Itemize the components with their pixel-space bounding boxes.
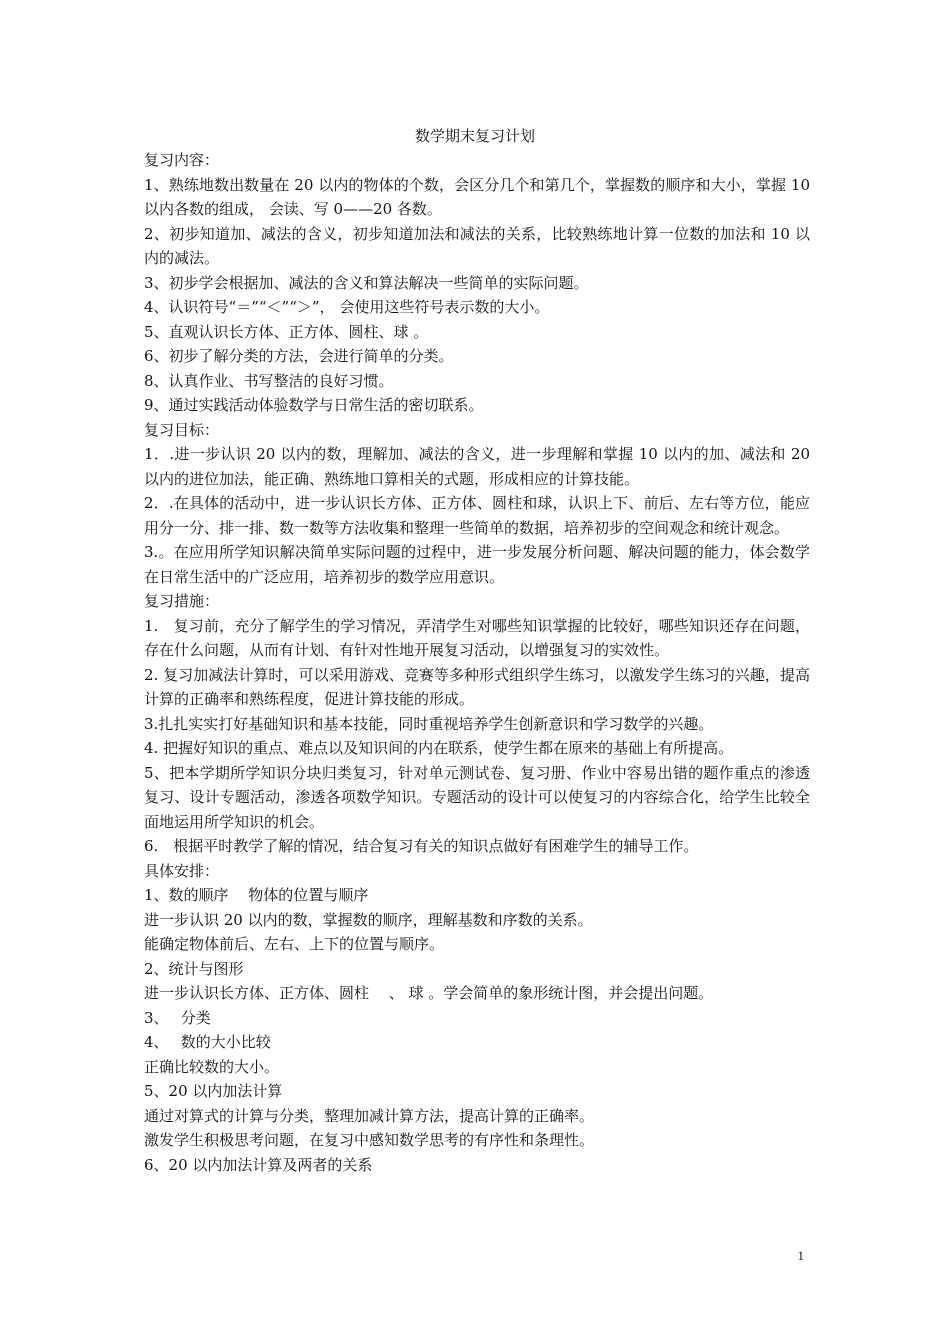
paragraph: 1. 复习前，充分了解学生的学习情况，弄清学生对哪些知识掌握的比较好，哪些知识还存在问题，存在什么问题，从而有计划、有针对性地开展复习活动，以增强复习的实效性。 xyxy=(144,616,810,659)
paragraph: 1．.进一步认识 20 以内的数，理解加、减法的含义，进一步理解和掌握 10 以内的加、减法和 20 以内的进位加法，能正确、熟练地口算相关的式题，形成相应的计算技能。 xyxy=(144,445,810,488)
paragraph: 4、 数的大小比较 xyxy=(144,1033,271,1051)
paragraph: 3.。在应用所学知识解决简单实际问题的过程中，进一步发展分析问题、解决问题的能力，体会数学在日常生活中的广泛应用，培养初步的数学应用意识。 xyxy=(144,543,810,586)
paragraph: 2、统计与图形 xyxy=(144,959,244,978)
paragraph: 2、初步知道加、减法的含义，初步知道加法和减法的关系，比较熟练地计算一位数的加法和 10 以内的减法。 xyxy=(144,224,810,267)
paragraph: 激发学生积极思考问题，在复习中感知数学思考的有序性和条理性。 xyxy=(144,1131,595,1149)
paragraph: 1、熟练地数出数量在 20 以内的物体的个数，会区分几个和第几个，掌握数的顺序和大小，掌握 10 以内各数的组成， 会读、写 0——20 各数。 xyxy=(144,175,810,218)
paragraph: 1、数的顺序 物体的位置与顺序 xyxy=(144,886,369,904)
section-heading-review-content: 复习内容： xyxy=(144,151,220,169)
paragraph: 6. 根据平时教学了解的情况，结合复习有关的知识点做好有困难学生的辅导工作。 xyxy=(144,837,699,855)
paragraph: 3、 分类 xyxy=(144,1008,211,1027)
paragraph: 2．.在具体的活动中，进一步认识长方体、正方体、圆柱和球，认识上下、前后、左右等方位，能应用分一分、排一排、数一数等方法收集和整理一些简单的数据，培养初步的空间观念和统计观念。 xyxy=(144,494,810,537)
paragraph: 进一步认识 20 以内的数，掌握数的顺序，理解基数和序数的关系。 xyxy=(144,910,593,929)
paragraph: 3.扎扎实实打好基础知识和基本技能，同时重视培养学生创新意识和学习数学的兴趣。 xyxy=(144,714,714,733)
paragraph: 4. 把握好知识的重点、难点以及知识间的内在联系，使学生都在原来的基础上有所提高。 xyxy=(144,739,734,757)
paragraph: 5、20 以内加法计算 xyxy=(144,1082,283,1100)
paragraph: 4、认识符号“＝”“＜”“＞”， 会使用这些符号表示数的大小。 xyxy=(144,298,550,316)
section-heading-review-goals: 复习目标： xyxy=(144,420,220,439)
paragraph: 8、认真作业、书写整洁的良好习惯。 xyxy=(144,371,394,390)
paragraph: 5、直观认识长方体、正方体、圆柱、球 。 xyxy=(144,322,429,341)
paragraph: 通过对算式的计算与分类，整理加减计算方法，提高计算的正确率。 xyxy=(144,1106,595,1125)
document-body xyxy=(144,148,810,1177)
paragraph: 进一步认识长方体、正方体、圆柱 、 球 。学会简单的象形统计图，并会提出问题。 xyxy=(144,984,714,1002)
paragraph: 6、20 以内加法计算及两者的关系 xyxy=(144,1155,373,1174)
section-heading-schedule: 具体安排： xyxy=(144,861,220,880)
paragraph: 5、把本学期所学知识分块归类复习，针对单元测试卷、复习册、作业中容易出错的题作重点的渗透复习、设计专题活动，渗透各项数学知识。专题活动的设计可以使复习的内容综合化，给学生比较全面地运用所学知识的机会。 xyxy=(144,763,810,831)
document-title: 数学期末复习计划 xyxy=(414,127,535,145)
paragraph: 3、初步学会根据加、减法的含义和算法解决一些简单的实际问题。 xyxy=(144,273,589,292)
paragraph: 能确定物体前后、左右、上下的位置与顺序。 xyxy=(144,935,445,953)
paragraph: 正确比较数的大小。 xyxy=(144,1057,280,1076)
page-number: 1 xyxy=(797,1248,804,1263)
paragraph: 6、初步了解分类的方法，会进行简单的分类。 xyxy=(144,347,454,365)
paragraph: 2. 复习加减法计算时，可以采用游戏、竞赛等多种形式组织学生练习，以激发学生练习的兴趣，提高计算的正确率和熟练程度，促进计算技能的形成。 xyxy=(144,665,810,708)
section-heading-review-measures: 复习措施： xyxy=(144,592,220,610)
paragraph: 9、通过实践活动体验数学与日常生活的密切联系。 xyxy=(144,396,484,414)
